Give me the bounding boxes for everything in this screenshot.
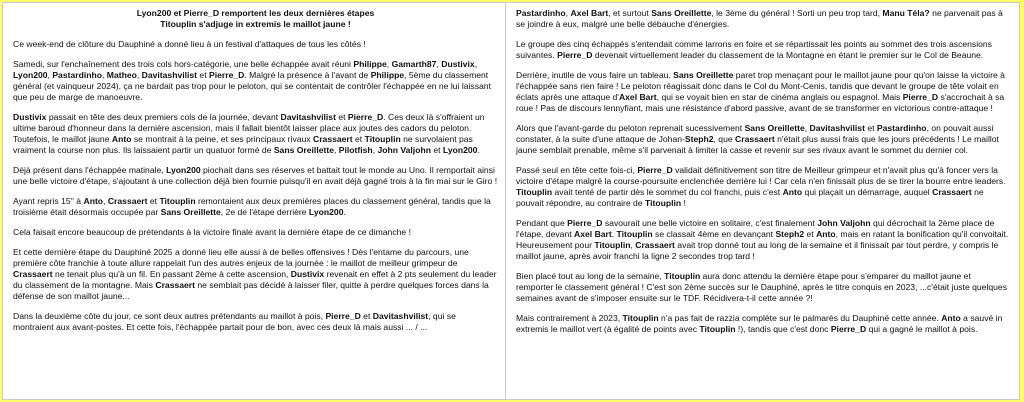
rider-name: Dustivix	[441, 59, 475, 69]
text-run: ,	[804, 123, 810, 133]
text-run: Passé seul en tête cette fois-ci,	[516, 165, 638, 175]
text-run: ne pouvait répondre, au contraire de	[516, 187, 984, 208]
text-run: s'accrochait à sa roue ! Pas de discours lennyfiant, mais une résistance d'abord passive, avant de se transformer en victorious contre-attaque !	[516, 92, 1005, 113]
rider-name: Pierre_D	[325, 311, 361, 321]
article-title-line-1: Lyon200 et Pierre_D remportent les deux dernières étapes	[136, 8, 375, 18]
text-run: n'était plus aussi frais que les jours précédents ! Le maillot jaune semblait prenable, même s'il parvenait à limiter la casse et revenir sur ses rivaux avant le sommet du dernier col.	[516, 134, 999, 155]
text-run: Dans la deuxième côte du jour, ce sont deux autres prétendants au maillot à pois,	[13, 311, 326, 321]
rider-name: Pastardinho	[876, 123, 927, 133]
rider-name: Titouplin	[699, 324, 736, 334]
text-run: avait tenté de partir dès le sommet du col franchi, puis c'est	[552, 187, 783, 197]
rider-name: Anto	[782, 187, 803, 197]
paragraph	[13, 59, 498, 103]
rider-name: John Valjohn	[377, 145, 431, 155]
rider-name: Davitashvilist	[280, 112, 336, 122]
text-run: ,	[372, 145, 378, 155]
rider-name: Titouplin	[516, 187, 553, 197]
text-run: Déjà présent dans l'échappée matinale,	[13, 165, 167, 175]
text-run: .	[477, 145, 480, 155]
rider-name: Axel Bart	[574, 229, 612, 239]
rider-name: Titouplin	[664, 271, 701, 281]
rider-name: Pierre_D	[557, 50, 593, 60]
rider-name: Sans Oreillette	[744, 123, 805, 133]
text-run: et	[147, 196, 160, 206]
rider-name: Dustivix	[290, 269, 325, 279]
text-run: n'a pas fait de razzia complète sur le palmarès du Dauphiné cette année.	[658, 313, 942, 323]
text-run: avait trop donné tout au long de la semaine et il finissait par tout perdre, y compris le maillot jaune, après avoir franchi la ligne 2 secondes trop tard !	[516, 240, 999, 261]
paragraph	[516, 70, 1009, 114]
rider-name: Gamarth87	[391, 59, 437, 69]
text-run: ,	[630, 240, 636, 250]
text-run: a sauvé in extremis le maillot vert (à égalité de points avec	[516, 313, 1003, 334]
text-run: piochait dans ses réserves et battait tout le monde au Uno. Il remportait ainsi une belle victoire d'étape, s'ajoutant à une collection déjà bien fournie puisqu'il en avait déjà gagné trois à la fin mai sur le Giro !	[13, 165, 498, 186]
rider-name: Titouplin	[616, 229, 653, 239]
text-run: et	[864, 123, 877, 133]
text-run: ,	[565, 8, 571, 18]
text-run: . Ces deux là s'offraient un ultime baroud d'honneur dans la dernière ascension, mais il fallait bientôt laisser place aux joutes des cadors du peloton. Toutefois, le maillot jaune	[13, 112, 485, 144]
text-run: qui décrochait la 2ème place de l'étape, devant	[516, 218, 995, 239]
text-run: , on pouvait aussi constater, à la suite d'une attaque de Johan-	[516, 123, 994, 144]
text-run: . Malgré la présence à l'avant de	[244, 70, 371, 80]
text-run: aura donc attendu la dernière étape pour s'emparer du maillot jaune et remporter le classement général ! C'est son 2ème succès sur le Dauphiné, après le titre conquis en 2023, ...c'était juste quelques semaines avant de s'imposer ensuite sur le TDF. Récidivera-t-il cette année ?!	[516, 271, 1008, 303]
rider-name: John Valjohn	[817, 218, 871, 228]
text-run: et	[430, 145, 443, 155]
paragraph	[516, 123, 1009, 156]
rider-name: Steph2	[775, 229, 805, 239]
text-run: .	[611, 229, 617, 239]
text-run: , 5ème du classement général (et vainqueur 2024), ça ne bardait pas trop pour le peloton, qui se contentait de contrôler l'échappée en ne lui laissant que peu de marge de manoeuvre.	[13, 70, 491, 102]
text-run: , qui se voyait bien en star de cinéma anglais ou espagnol. Mais	[656, 92, 903, 102]
rider-name: Pastardinho	[52, 70, 102, 80]
article-left-column	[2, 2, 509, 400]
text-run: Ayant repris 15'' à	[13, 196, 84, 206]
rider-name: Axel Bart	[618, 92, 657, 102]
paragraph	[13, 196, 498, 218]
text-run: Alors que l'avant-garde du peloton reprenait sucessivement	[516, 123, 745, 133]
paragraph	[13, 165, 498, 187]
article-right-column	[505, 2, 1020, 400]
paragraph	[13, 247, 498, 302]
rider-name: Axel Bart	[570, 8, 609, 18]
text-run: Derrière, inutile de vous faire un tableau.	[516, 70, 674, 80]
text-run: ne semblait pas décidé à laisser filer, quitte à perdre quelques forces dans la défense de son maillot jaune...	[13, 280, 489, 301]
rider-name: Matheo	[106, 70, 137, 80]
text-run: ,	[47, 70, 53, 80]
text-run: ,	[386, 59, 392, 69]
text-run: ,	[334, 145, 339, 155]
rider-name: Sans Oreillette	[673, 70, 734, 80]
text-run: ne parvenait pas à se joindre à eux, malgré une belle débauche d'énergies.	[516, 8, 1003, 29]
text-run: Et cette dernière étape du Dauphiné 2025 a donné lieu elle aussi à de belles offensives ! Dès l'entame du parcours, une première côte franchie à toute allure rappelait l'un des autres enjeux de la journée : le maillot de meilleur grimpeur de	[13, 247, 469, 268]
paragraph	[516, 165, 1009, 209]
text-run: Mais contrairement à 2023,	[516, 313, 623, 323]
rider-name: Sans Oreillette	[160, 207, 221, 217]
rider-name: Sans Oreillette	[273, 145, 334, 155]
paragraph-intro: Ce week-end de clôture du Dauphiné a donné lieu à un festival d'attaques de tous les côtés !	[13, 39, 366, 49]
text-run: paret trop menaçant pour le maillot jaune pour qu'on laisse la victoire à l'échappée sans rien faire ! Le peloton réagissait donc dans le Col du Mont-Cenis, tandis que devant le groupe de tête volait en éclats après une attaque d'	[516, 70, 1005, 102]
rider-name: Pierre_D	[567, 218, 603, 228]
text-run: savourait une belle victoire en solitaire, c'est finalement	[602, 218, 818, 228]
text-run: , mais en ratant la bonification qu'il convoitait. Heureusement pour	[516, 229, 1009, 250]
rider-name: Davitashvilist	[809, 123, 865, 133]
rider-name: Manu Téla?	[882, 8, 930, 18]
paragraph	[516, 271, 1009, 304]
text-run: .	[343, 207, 346, 217]
text-run: et	[804, 229, 817, 239]
text-run: , et surtout	[608, 8, 652, 18]
rider-name: Titouplin	[645, 198, 682, 208]
text-run: Le groupe des cinq échappés s'entendait comme larrons en foire et se répartissait les points au sommet des trois ascensions suivantes.	[516, 39, 992, 60]
rider-name: Pierre_D	[347, 112, 384, 122]
paragraph	[516, 313, 1009, 335]
text-run: devenait virtuellement leader du classement de la Montagne en étant le premier sur le Col de Beaune.	[592, 50, 984, 60]
text-run: et	[360, 311, 373, 321]
text-run: passait en tête des deux premiers cols de la journée, devant	[46, 112, 281, 122]
rider-name: Crassaert	[932, 187, 972, 197]
text-run: ne tenait plus qu'à un fil. En passant 2ème à cette ascension,	[52, 269, 291, 279]
rider-name: Pilotfish	[338, 145, 373, 155]
text-run: , que	[713, 134, 736, 144]
rider-name: Titouplin	[622, 313, 659, 323]
text-run: ne survolaient pas vraiment la course non plus. Ils laissaient partir un quatuor formé de	[13, 134, 473, 155]
rider-name: Pierre_D	[637, 165, 673, 175]
rider-name: Anto	[816, 229, 836, 239]
text-run: ,	[102, 70, 107, 80]
rider-name: Steph2	[684, 134, 714, 144]
rider-name: Crassaert	[735, 134, 775, 144]
rider-name: Crassaert	[107, 196, 148, 206]
rider-name: Anto	[941, 313, 961, 323]
paragraph: Cela faisait encore beaucoup de prétendants à la victoire finale avant la dernière étape de ce dimanche !	[13, 227, 411, 237]
text-run: ,	[474, 59, 478, 69]
rider-name: Crassaert	[13, 269, 53, 279]
paragraph	[13, 311, 498, 333]
rider-name: Philippe	[353, 59, 387, 69]
text-run: et	[197, 70, 209, 80]
article-title-line-2: Titouplin s'adjuge in extremis le maillot jaune !	[160, 19, 351, 29]
rider-name: Crassaert	[312, 134, 353, 144]
rider-name: Titouplin	[159, 196, 196, 206]
paragraph	[516, 39, 1009, 61]
rider-name: Lyon200	[166, 165, 201, 175]
text-run: qui a gagné le maillot à pois.	[866, 324, 978, 334]
text-run: !	[681, 198, 686, 208]
rider-name: Pierre_D	[902, 92, 939, 102]
rider-name: Sans Oreillette	[651, 8, 712, 18]
text-run: , qui se montraient aux avant-postes. Et cette fois, l'échappée partait pour de bon, avec ces deux là mais aussi ... / ...	[13, 311, 456, 332]
text-run: Bien placé tout au long de la semaine,	[516, 271, 665, 281]
text-run: se montrait à la peine, et ses principaux rivaux	[131, 134, 313, 144]
rider-name: Crassaert	[155, 280, 196, 290]
rider-name: Pierre_D	[830, 324, 867, 334]
text-run: Pendant que	[516, 218, 568, 228]
rider-name: Crassaert	[635, 240, 675, 250]
paragraph	[516, 8, 1009, 30]
text-run: remontaient aux deux premières places du classement général, tandis que la troisième était désormais occupée par	[13, 196, 491, 217]
rider-name: Davitashvilist	[372, 311, 429, 321]
paragraph	[516, 218, 1009, 262]
text-run: se classait 4ème en devançant	[652, 229, 776, 239]
text-run: , le 3ème du général ! Sorti un peu trop tard,	[711, 8, 883, 18]
text-run: Samedi, sur l'enchaînement des trois cols hors-catégorie, une belle échappée avait réuni	[13, 59, 354, 69]
rider-name: Lyon200	[308, 207, 344, 217]
rider-name: Lyon200	[442, 145, 478, 155]
rider-name: Titouplin	[594, 240, 631, 250]
text-run: et	[335, 112, 348, 122]
rider-name: Anto	[83, 196, 104, 206]
rider-name: Lyon200	[13, 70, 48, 80]
text-run: qui plaçait un démarrage, auquel	[802, 187, 933, 197]
text-run: ,	[436, 59, 442, 69]
rider-name: Anto	[111, 134, 132, 144]
rider-name: Davitashvilist	[141, 70, 198, 80]
rider-name: Titouplin	[364, 134, 401, 144]
rider-name: Pierre_D	[209, 70, 245, 80]
text-run: ,	[136, 70, 142, 80]
rider-name: Dustivix	[13, 112, 47, 122]
text-run: validait définitivement son titre de Meilleur grimpeur et n'avait plus qu'à foncer vers la victoire d'étape malgré la course-poursuite enclenchée derrière lui ! Car cela n'en finissait plus de se tirer la bourre entre leaders.	[516, 165, 1006, 186]
text-run: ,	[103, 196, 108, 206]
text-run: , 2e de l'étape derrière	[220, 207, 309, 217]
rider-name: Pastardinho	[516, 8, 566, 18]
paragraph	[13, 112, 498, 156]
rider-name: Philippe	[370, 70, 405, 80]
text-run: !), tandis que c'est donc	[735, 324, 831, 334]
text-run: et	[352, 134, 365, 144]
text-run: revenait en effet à 2 pts seulement du leader du classement de la montagne. Mais	[13, 269, 497, 290]
